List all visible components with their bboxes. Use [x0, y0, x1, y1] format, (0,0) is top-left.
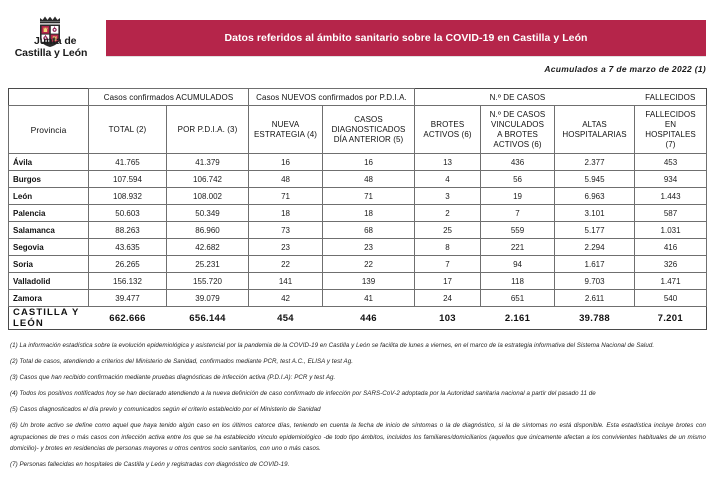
table-row — [9, 188, 707, 205]
table-group-header-row — [9, 89, 707, 106]
row-por-pdia: 25.231 — [167, 256, 249, 273]
row-casos-vinculados: 19 — [481, 188, 555, 205]
group-header-blank-2 — [415, 89, 481, 106]
col-header-fall-l3: HOSPITALES — [645, 129, 696, 139]
total-row-provincia: CASTILLA Y LEÓN — [9, 307, 89, 330]
group-header-nuevos: Casos NUEVOS confirmados por P.D.I.A. — [249, 89, 415, 106]
row-total: 88.263 — [89, 222, 167, 239]
row-provincia: Zamora — [9, 290, 89, 307]
row-por-pdia: 39.079 — [167, 290, 249, 307]
row-altas-hospitalarias: 5.945 — [555, 171, 635, 188]
row-fallecidos-hospitales: 934 — [635, 171, 707, 188]
row-diag-dia-anterior: 23 — [323, 239, 415, 256]
row-casos-vinculados: 94 — [481, 256, 555, 273]
table-row — [9, 205, 707, 222]
footnote-5: (5) Casos diagnosticados el día previo y comunicados según el criterio establecido por el Ministerio de Sanidad — [10, 406, 321, 413]
row-por-pdia: 41.379 — [167, 154, 249, 171]
row-diag-dia-anterior: 68 — [323, 222, 415, 239]
row-por-pdia: 50.349 — [167, 205, 249, 222]
row-diag-dia-anterior: 48 — [323, 171, 415, 188]
row-total: 108.932 — [89, 188, 167, 205]
group-header-acumulados: Casos confirmados ACUMULADOS — [89, 89, 249, 106]
row-nueva-estrategia: 73 — [249, 222, 323, 239]
col-header-brotes-activos — [415, 106, 481, 154]
row-casos-vinculados: 436 — [481, 154, 555, 171]
row-altas-hospitalarias: 6.963 — [555, 188, 635, 205]
table-row — [9, 273, 707, 290]
row-casos-vinculados: 118 — [481, 273, 555, 290]
row-casos-vinculados: 651 — [481, 290, 555, 307]
row-fallecidos-hospitales: 1.031 — [635, 222, 707, 239]
col-header-altas-hospitalarias — [555, 106, 635, 154]
row-fallecidos-hospitales: 1.443 — [635, 188, 707, 205]
row-fallecidos-hospitales: 416 — [635, 239, 707, 256]
row-total: 50.603 — [89, 205, 167, 222]
row-nueva-estrategia: 71 — [249, 188, 323, 205]
row-por-pdia: 42.682 — [167, 239, 249, 256]
col-header-nueva-estrategia-l1: NUEVA — [271, 119, 300, 129]
row-por-pdia: 108.002 — [167, 188, 249, 205]
row-brotes-activos: 24 — [415, 290, 481, 307]
row-brotes-activos: 7 — [415, 256, 481, 273]
col-header-fall-l4: (7) — [665, 139, 676, 149]
junta-logo-line1: Junta de — [34, 35, 77, 47]
total-row-fallecidos-hospitales: 7.201 — [635, 307, 707, 330]
row-diag-dia-anterior: 41 — [323, 290, 415, 307]
row-nueva-estrategia: 42 — [249, 290, 323, 307]
col-header-diag-l2: DIAGNOSTICADOS — [331, 124, 406, 134]
total-row-casos-vinculados: 2.161 — [481, 307, 555, 330]
table-total-row — [9, 307, 707, 330]
row-total: 43.635 — [89, 239, 167, 256]
col-header-diag-l1: CASOS — [354, 114, 383, 124]
table-row — [9, 154, 707, 171]
group-header-blank-3 — [555, 89, 635, 106]
row-por-pdia: 155.720 — [167, 273, 249, 290]
group-header-blank-1 — [9, 89, 89, 106]
row-brotes-activos: 13 — [415, 154, 481, 171]
accumulated-date-note: Acumulados a 7 de marzo de 2022 (1) — [544, 64, 706, 74]
junta-logo-line2: Castilla y León — [14, 46, 88, 59]
table-row — [9, 290, 707, 307]
row-total: 107.594 — [89, 171, 167, 188]
total-row-diag-dia-anterior: 446 — [323, 307, 415, 330]
row-fallecidos-hospitales: 326 — [635, 256, 707, 273]
row-total: 39.477 — [89, 290, 167, 307]
junta-logo — [8, 14, 94, 59]
col-header-vinc-l1: N.º DE CASOS — [489, 109, 546, 119]
col-header-casos-vinculados — [481, 106, 555, 154]
row-diag-dia-anterior: 16 — [323, 154, 415, 171]
row-nueva-estrategia: 22 — [249, 256, 323, 273]
col-header-fall-l1: FALLECIDOS — [645, 109, 696, 119]
row-por-pdia: 106.742 — [167, 171, 249, 188]
row-provincia: Salamanca — [9, 222, 89, 239]
row-nueva-estrategia: 18 — [249, 205, 323, 222]
total-row-nueva-estrategia: 454 — [249, 307, 323, 330]
row-fallecidos-hospitales: 1.471 — [635, 273, 707, 290]
row-diag-dia-anterior: 71 — [323, 188, 415, 205]
footnote-6: (6) Un brote activo se define como aquel que haya tenido algún caso en los últimos catorce días, teniendo en cuenta la fecha de inicio de síntomas o la de diagnóstico, si la de síntomas no está disponible. Esta estadística incluye brotes con agrupaciones de tres o más casos con infección activa entre los que se ha establecido vínculo epidemiológico -de todo tipo ámbitos, incluidos los familiares/domiciliarios (aquellos que únicamente afectan a los convivientes habituales de un mismo domicilio)- y brotes en residencias de personas mayores u otros centros socio sanitarios, con uno o más casos. — [10, 422, 706, 452]
table-row — [9, 239, 707, 256]
total-row-altas-hospitalarias: 39.788 — [555, 307, 635, 330]
row-brotes-activos: 25 — [415, 222, 481, 239]
row-diag-dia-anterior: 22 — [323, 256, 415, 273]
row-provincia: Burgos — [9, 171, 89, 188]
row-total: 156.132 — [89, 273, 167, 290]
row-fallecidos-hospitales: 453 — [635, 154, 707, 171]
row-fallecidos-hospitales: 540 — [635, 290, 707, 307]
row-altas-hospitalarias: 3.101 — [555, 205, 635, 222]
table-row — [9, 222, 707, 239]
footnote-1: (1) La información estadística sobre la evolución epidemiológica y asistencial por la pandemia de la COVID-19 en Castilla y León se facilita de lunes a viernes, en el marco de la estrategia informativa del Sistema Nacional de Salud. — [10, 342, 655, 349]
col-header-brotes-l1: BROTES — [430, 119, 465, 129]
table-row — [9, 171, 707, 188]
col-header-altas-l1: ALTAS — [582, 119, 607, 129]
row-casos-vinculados: 56 — [481, 171, 555, 188]
row-brotes-activos: 4 — [415, 171, 481, 188]
row-brotes-activos: 3 — [415, 188, 481, 205]
page-title: Datos referidos al ámbito sanitario sobre la COVID-19 en Castilla y León — [224, 32, 588, 44]
page-header — [0, 0, 714, 62]
row-provincia: León — [9, 188, 89, 205]
col-header-fall-l2: EN — [664, 119, 677, 129]
row-casos-vinculados: 559 — [481, 222, 555, 239]
row-nueva-estrategia: 16 — [249, 154, 323, 171]
col-header-vinc-l3: A BROTES — [497, 129, 538, 139]
footnotes-section — [10, 340, 706, 475]
row-total: 26.265 — [89, 256, 167, 273]
footnote-3: (3) Casos que han recibido confirmación mediante pruebas diagnósticas de infección activa (P.D.I.A): PCR y test Ag. — [10, 374, 336, 381]
footnote-4: (4) Todos los positivos notificados hoy se han declarado atendiendo a la nueva definición de caso confirmado de infección por SARS-CoV-2 adoptada por la Autoridad sanitaria nacional a partir del pasado 11 de — [10, 390, 596, 397]
col-header-diagnosticados — [323, 106, 415, 154]
row-casos-vinculados: 7 — [481, 205, 555, 222]
junta-logo-text — [8, 36, 94, 59]
row-diag-dia-anterior: 18 — [323, 205, 415, 222]
row-brotes-activos: 2 — [415, 205, 481, 222]
row-provincia: Valladolid — [9, 273, 89, 290]
row-provincia: Palencia — [9, 205, 89, 222]
row-altas-hospitalarias: 5.177 — [555, 222, 635, 239]
row-brotes-activos: 17 — [415, 273, 481, 290]
row-nueva-estrategia: 48 — [249, 171, 323, 188]
row-provincia: Ávila — [9, 154, 89, 171]
group-header-ncasos: N.º DE CASOS — [481, 89, 555, 106]
row-altas-hospitalarias: 1.617 — [555, 256, 635, 273]
total-row-total: 662.666 — [89, 307, 167, 330]
total-row-por-pdia: 656.144 — [167, 307, 249, 330]
title-banner — [106, 20, 706, 56]
col-header-brotes-l2: ACTIVOS (6) — [423, 129, 472, 139]
group-header-fallecidos: FALLECIDOS — [635, 89, 707, 106]
col-header-nueva-estrategia — [249, 106, 323, 154]
row-altas-hospitalarias: 9.703 — [555, 273, 635, 290]
footnote-2: (2) Total de casos, atendiendo a criterios del Ministerio de Sanidad, confirmados mediante PCR, test A.C., ELISA y test Ag. — [10, 358, 353, 365]
row-casos-vinculados: 221 — [481, 239, 555, 256]
col-header-altas-l2: HOSPITALARIAS — [562, 129, 627, 139]
covid-data-table-wrapper — [8, 88, 706, 330]
row-altas-hospitalarias: 2.377 — [555, 154, 635, 171]
row-total: 41.765 — [89, 154, 167, 171]
col-header-vinc-l2: VINCULADOS — [491, 119, 545, 129]
row-provincia: Segovia — [9, 239, 89, 256]
col-header-total: TOTAL (2) — [89, 106, 167, 154]
covid-data-table — [8, 88, 707, 330]
table-row — [9, 256, 707, 273]
col-header-por-pdia: POR P.D.I.A. (3) — [167, 106, 249, 154]
row-fallecidos-hospitales: 587 — [635, 205, 707, 222]
col-header-diag-l3: DÍA ANTERIOR (5) — [333, 134, 404, 144]
row-diag-dia-anterior: 139 — [323, 273, 415, 290]
col-header-provincia: Provincia — [9, 106, 89, 154]
col-header-vinc-l4: ACTIVOS (6) — [493, 139, 542, 149]
row-brotes-activos: 8 — [415, 239, 481, 256]
table-column-header-row — [9, 106, 707, 154]
row-altas-hospitalarias: 2.294 — [555, 239, 635, 256]
footnote-7: (7) Personas fallecidas en hospitales de Castilla y León y registradas con diagnóstico de COVID-19. — [10, 461, 290, 468]
row-por-pdia: 86.960 — [167, 222, 249, 239]
col-header-fallecidos-hospitales — [635, 106, 707, 154]
row-altas-hospitalarias: 2.611 — [555, 290, 635, 307]
col-header-nueva-estrategia-l2: ESTRATEGIA (4) — [253, 129, 318, 139]
row-provincia: Soria — [9, 256, 89, 273]
row-nueva-estrategia: 141 — [249, 273, 323, 290]
row-nueva-estrategia: 23 — [249, 239, 323, 256]
total-row-brotes-activos: 103 — [415, 307, 481, 330]
